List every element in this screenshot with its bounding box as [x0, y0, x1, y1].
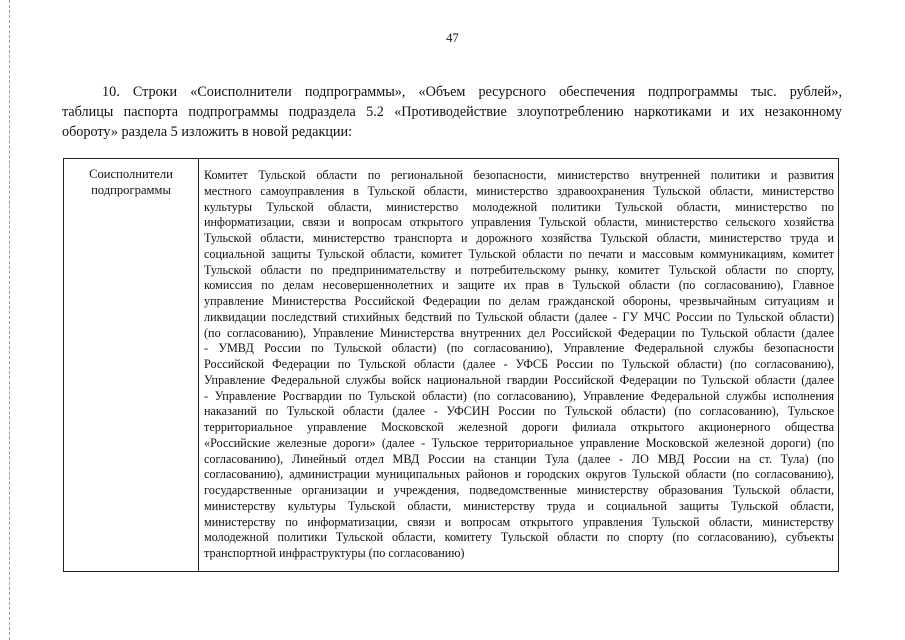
content-text-line: информатизации, связи и вопросам открытого управления Тульской области, министерство сельского хозяйства	[204, 215, 834, 230]
content-text-line: Управление Федеральной службы войск национальной гвардии Российской Федерации по Тульской области (далее	[204, 372, 834, 387]
content-text-line: молодежной политики Тульской области, комитету Тульской области по спорту (по согласованию), субъекты	[204, 530, 834, 545]
content-text-line: Российской Федерации по Тульской области (далее - УФСБ России по Тульской области) (по согласованию),	[204, 357, 834, 371]
content-text-line: наказаний по Тульской области (далее - УФСИН России по Тульской области) (по согласованию), Тульское	[204, 404, 834, 419]
content-text-line: Комитет Тульской области по региональной безопасности, министерство внутренней политики и развития	[204, 168, 834, 182]
passport-table	[63, 158, 839, 572]
content-text-line: культуры Тульской области, министерство молодежной политики Тульской области, министерство по	[204, 199, 834, 214]
content-text-line: «Российские железные дороги» (далее - Тульское территориальное управление Московской железной дороги) (по	[204, 435, 834, 450]
content-text-line: местного самоуправления в Тульской области, министерство здравоохранения Тульской области, министерство	[204, 183, 834, 198]
content-text-line: Тульской области, министерство транспорта и дорожного хозяйства Тульской области, министерство труда и	[204, 231, 834, 245]
content-text-line: - УМВД России по Тульской области) (по согласованию), Управление Федеральной службы безопасности	[204, 341, 834, 356]
content-text-line: (по согласованию), Управление Министерства внутренних дел Российской Федерации по Тульской области (далее	[204, 325, 834, 340]
content-text-line: комиссия по делам несовершеннолетних и защите их прав в Тульской области (по согласованию), Главное	[204, 278, 834, 293]
row-label-line: Соисполнители	[89, 167, 173, 181]
intro-line: таблицы паспорта подпрограммы подраздела 5.2 «Противодействие злоупотреблению наркотиками и их незаконному	[62, 104, 842, 120]
content-text-line: государственные организации и учреждения, подведомственные министерству образования Тульской области,	[204, 483, 834, 497]
table-column-divider	[198, 159, 199, 571]
intro-paragraph	[62, 82, 842, 142]
content-text-line: согласованию), Линейный отдел МВД России на станции Тула (далее - ЛО МВД России на ст. Тула) (по	[204, 451, 834, 466]
content-text-line: управление Министерства Российской Федерации по делам гражданской обороны, чрезвычайным ситуациям и	[204, 294, 834, 308]
content-text-line: транспортной инфраструктуры (по согласованию)	[204, 546, 465, 560]
content-text-line: согласованию), администрации муниципальных районов и городских округов Тульской области (по согласованию),	[204, 467, 834, 482]
row-label-cell	[64, 167, 198, 198]
content-text-line: Тульской области по предпринимательству и потребительскому рынку, комитет Тульской области по спорту,	[204, 262, 834, 277]
page-number: 47	[446, 31, 459, 45]
intro-line: обороту» раздела 5 изложить в новой редакции:	[62, 124, 353, 140]
content-text-line: министерству культуры Тульской области, министерству труда и социальной защиты Тульской области,	[204, 498, 834, 513]
content-text-line: - Управление Росгвардии по Тульской области) (по согласованию), Управление Федеральной службы исполнения	[204, 388, 834, 403]
content-text-line: территориальное управление Московской железной дороги филиала открытого акционерного общества	[204, 420, 834, 434]
row-content-cell	[204, 168, 834, 562]
content-text-line: министерству по информатизации, связи и вопросам открытого управления Тульской области, министерству	[204, 514, 834, 529]
row-label-line: подпрограммы	[91, 182, 171, 197]
content-text-line: ликвидации последствий стихийных бедствий по Тульской области (далее - ГУ МЧС России по Тульской области)	[204, 309, 834, 324]
content-text-line: социальной защиты Тульской области, комитет Тульской области по печати и массовым коммуникациям, комитет	[204, 246, 834, 261]
page-left-edge-dashed-line	[9, 0, 10, 640]
intro-line: 10. Строки «Соисполнители подпрограммы», «Объем ресурсного обеспечения подпрограммы тыс. рублей»,	[102, 84, 842, 100]
